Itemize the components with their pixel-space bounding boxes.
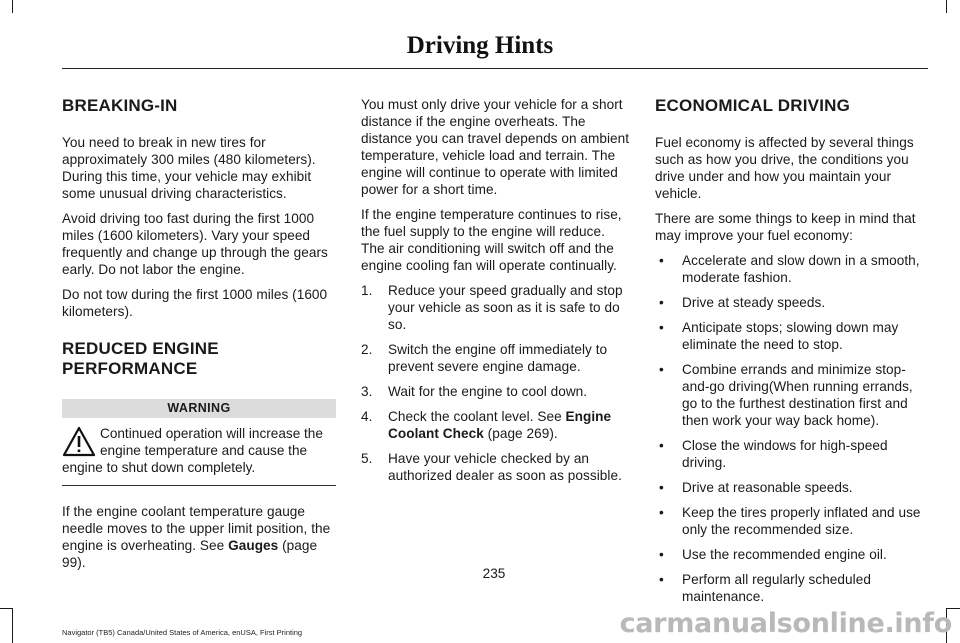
step-item <box>361 383 631 400</box>
section-heading-breaking-in: BREAKING-IN <box>62 96 178 115</box>
page-number: 235 <box>482 566 506 581</box>
step-text: Switch the engine off immediately to prevent severe engine damage. <box>388 342 608 374</box>
tip-item <box>655 252 928 286</box>
step-item <box>361 341 631 375</box>
crop-mark-top-right <box>946 0 947 13</box>
middle-column <box>361 96 631 492</box>
section-heading-reduced-engine-performance: REDUCED ENGINE PERFORMANCE <box>62 339 219 378</box>
bullet-icon: • <box>659 320 664 335</box>
step-number: 1. <box>361 283 373 298</box>
warning-bottom-rule <box>62 485 336 486</box>
economy-paragraph-2: There are some things to keep in mind that may improve your fuel economy: <box>655 211 916 243</box>
gauge-paragraph-text: If the engine coolant temperature gauge needle moves to the upper limit position, the engine is overheating. See <box>62 504 331 553</box>
step-number: 3. <box>361 384 373 399</box>
step-item <box>361 282 631 333</box>
step-number: 4. <box>361 409 373 424</box>
tip-text: Anticipate stops; slowing down may eliminate the need to stop. <box>682 320 899 352</box>
crop-mark-bottom-left <box>12 608 13 643</box>
step-text: Have your vehicle checked by an authorized dealer as soon as possible. <box>388 451 622 483</box>
step-number: 5. <box>361 451 373 466</box>
bullet-icon: • <box>659 572 664 587</box>
warning-box <box>62 399 336 486</box>
section-heading-economical-driving: ECONOMICAL DRIVING <box>655 96 851 115</box>
breaking-in-paragraph-3: Do not tow during the first 1000 miles (1600 kilometers). <box>62 287 328 319</box>
coolant-page-ref: (page 269). <box>483 426 558 441</box>
overheat-paragraph-2: If the engine temperature continues to rise, the fuel supply to the engine will reduce. The air conditioning will switch off and the engine cooling fan will operate continually. <box>361 207 622 273</box>
economy-paragraph-1: Fuel economy is affected by several things such as how you drive, the conditions you drive under and how you maintain your vehicle. <box>655 135 914 201</box>
tip-text: Perform all regularly scheduled maintenance. <box>682 572 871 604</box>
tip-item <box>655 361 928 429</box>
footer-text: Navigator (TB5) Canada/United States of America, enUSA, First Printing <box>62 628 303 637</box>
tip-text: Keep the tires properly inflated and use only the recommended size. <box>682 505 921 537</box>
left-column <box>62 96 336 571</box>
tip-text: Close the windows for high-speed driving. <box>682 438 888 470</box>
bullet-icon: • <box>659 438 664 453</box>
breaking-in-paragraph-1: You need to break in new tires for approximately 300 miles (480 kilometers). During this time, your vehicle may exhibit some unusual driving characteristics. <box>62 135 316 201</box>
gauges-link[interactable]: Gauges <box>228 538 279 553</box>
tip-item <box>655 504 928 538</box>
step-item <box>361 408 631 442</box>
watermark-logo: carmanualsonline.info <box>619 608 952 639</box>
economy-tips-list <box>655 252 928 605</box>
tip-item <box>655 294 928 311</box>
bullet-icon: • <box>659 362 664 377</box>
tip-item <box>655 437 928 471</box>
reduced-performance-paragraph <box>62 503 336 571</box>
bullet-icon: • <box>659 295 664 310</box>
step-text: Wait for the engine to cool down. <box>388 384 588 399</box>
header-rule <box>62 68 928 69</box>
bullet-icon: • <box>659 505 664 520</box>
tip-text: Combine errands and minimize stop-and-go driving(When running errands, go to the furthest destination first and then work your way back home). <box>682 362 913 428</box>
step-item <box>361 450 631 484</box>
engine-coolant-check-link[interactable]: Engine Coolant Check <box>388 409 612 441</box>
tip-text: Drive at reasonable speeds. <box>682 480 853 495</box>
tip-item <box>655 319 928 353</box>
step-text: Check the coolant level. See <box>388 409 566 424</box>
step-number: 2. <box>361 342 373 357</box>
right-column <box>655 96 928 613</box>
overheat-paragraph-1: You must only drive your vehicle for a short distance if the engine overheats. The distance you can travel depends on ambient temperature, vehicle load and terrain. The engine will continue to operate with limited power for a short time. <box>361 97 630 197</box>
step-text: Reduce your speed gradually and stop your vehicle as soon as it is safe to do so. <box>388 283 623 332</box>
overheat-steps-list <box>361 282 631 484</box>
breaking-in-paragraph-2: Avoid driving too fast during the first 1000 miles (1600 kilometers). Vary your speed frequently and change up through the gears early. Do not labor the engine. <box>62 211 328 277</box>
crop-mark-top-left <box>12 0 13 13</box>
crop-mark-bottom-left-h <box>0 608 12 609</box>
bullet-icon: • <box>659 253 664 268</box>
bullet-icon: • <box>659 480 664 495</box>
tip-item <box>655 479 928 496</box>
bullet-icon: • <box>659 547 664 562</box>
warning-text: Continued operation will increase the engine temperature and cause the engine to shut down completely. <box>62 426 323 475</box>
gauges-page-ref: (page 99). <box>62 538 318 570</box>
tip-text: Drive at steady speeds. <box>682 295 826 310</box>
warning-label: WARNING <box>62 399 336 418</box>
tip-text: Accelerate and slow down in a smooth, moderate fashion. <box>682 253 920 285</box>
tip-text: Use the recommended engine oil. <box>682 547 887 562</box>
tip-item <box>655 546 928 563</box>
page-title: Driving Hints <box>406 32 554 59</box>
warning-triangle-icon <box>62 425 96 459</box>
